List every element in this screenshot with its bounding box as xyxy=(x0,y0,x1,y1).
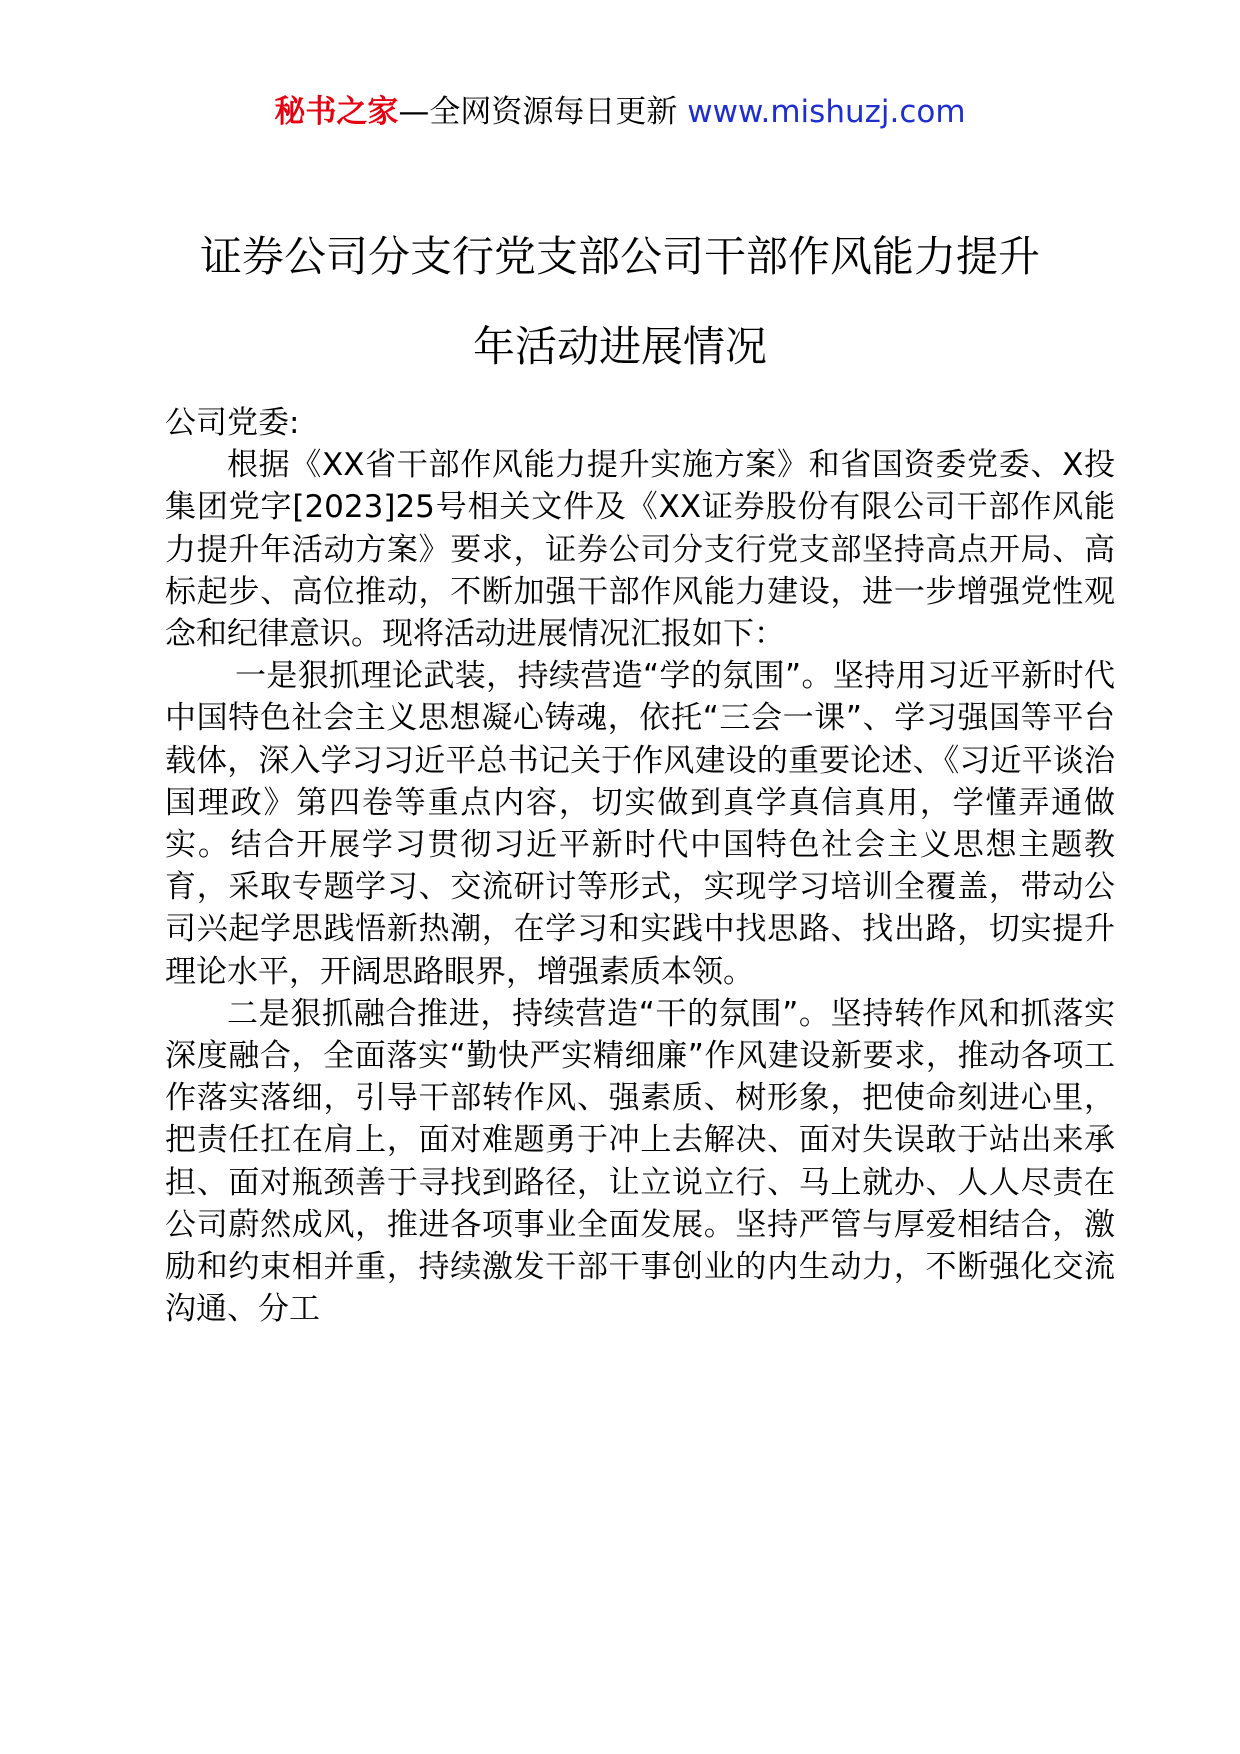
salutation: 公司党委: xyxy=(165,405,300,441)
site-url-link[interactable]: www.mishuzj.com xyxy=(687,94,966,130)
title-line-2: 年活动进展情况 xyxy=(472,322,767,371)
document-body xyxy=(165,402,1115,1330)
title-line-1: 证券公司分支行党支部公司干部作风能力提升 xyxy=(199,232,1040,281)
header-slogan: —全网资源每日更新 xyxy=(398,94,688,130)
paragraph-integration: 二是狠抓融合推进，持续营造“干的氛围”。坚持转作风和抓落实深度融合，全面落实“勤快严实精细廉”作风建设新要求，推动各项工作落实落细，引导干部转作风、强素质、树形象，把使命刻进心里，把责任扛在肩上，面对难题勇于冲上去解决、面对失误敢于站出来承担、面对瓶颈善于寻找到路径，让立说立行、马上就办、人人尽责在公司蔚然成风，推进各项事业全面发展。坚持严管与厚爱相结合，激励和约束相并重，持续激发干部干事创业的内生动力，不断强化交流沟通、分工 xyxy=(165,995,1115,1328)
brand-name: 秘书之家 xyxy=(274,94,399,130)
paragraph-intro: 根据《XX省干部作风能力提升实施方案》和省国资委党委、X投集团党字[2023]25号相关文件及《XX证券股份有限公司干部作风能力提升年活动方案》要求，证券公司分支行党支部坚持高点开局、高标起步、高位推动，不断加强干部作风能力建设，进一步增强党性观念和纪律意识。现将活动进展情况汇报如下： xyxy=(165,447,1115,653)
document-title xyxy=(140,212,1100,392)
paragraph-theory: 一是狠抓理论武装，持续营造“学的氛围”。坚持用习近平新时代中国特色社会主义思想凝心铸魂，依托“三会一课”、学习强国等平台载体，深入学习习近平总书记关于作风建设的重要论述、《习近平谈治国理政》第四卷等重点内容，切实做到真学真信真用，学懂弄通做实。结合开展学习贯彻习近平新时代中国特色社会主义思想主题教育，采取专题学习、交流研讨等形式，实现学习培训全覆盖，带动公司兴起学思践悟新热潮，在学习和实践中找思路、找出路，切实提升理论水平，开阔思路眼界，增强素质本领。 xyxy=(165,658,1115,990)
site-header xyxy=(0,92,1240,132)
